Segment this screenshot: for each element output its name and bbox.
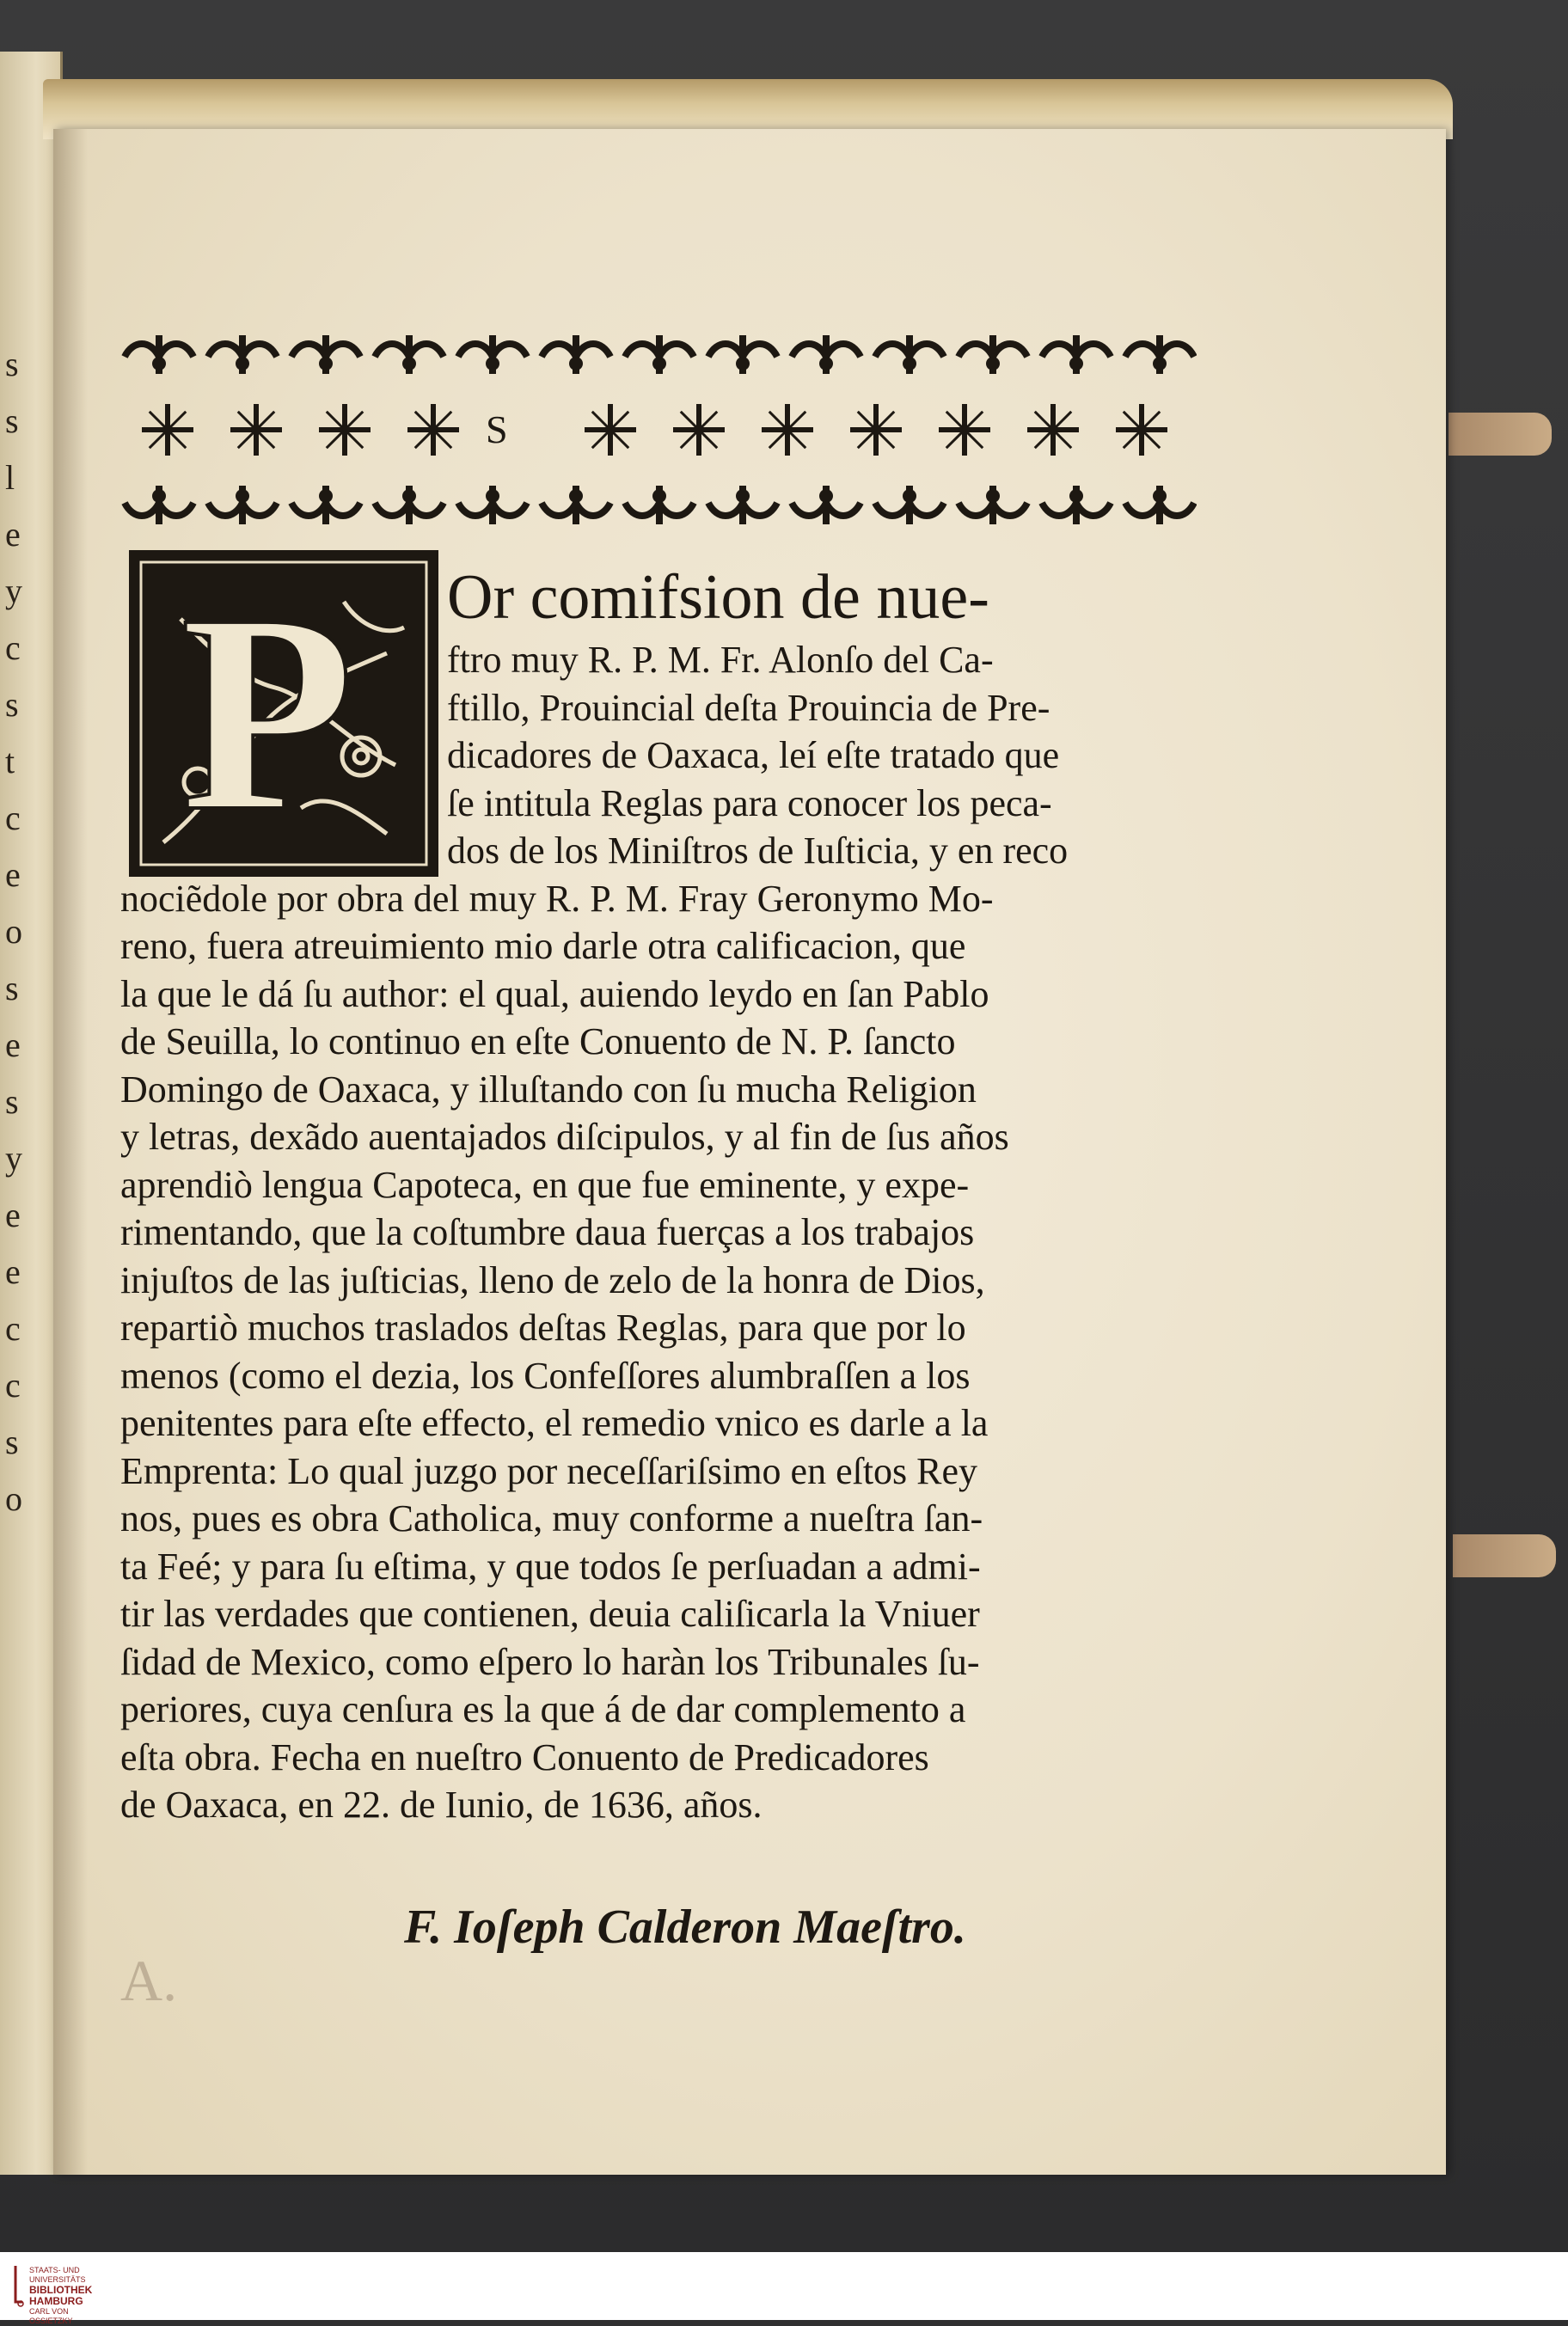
fleuron-icon <box>959 486 1027 524</box>
text-line: Or comifsion de nue- <box>447 562 989 633</box>
text-line: de Oaxaca, en 22. de Iunio, de 1636, años. <box>120 1784 763 1826</box>
fleuron-icon <box>208 335 277 374</box>
star-icon <box>585 404 636 456</box>
text-line: dicadores de Oaxaca, leí eſte tratado que <box>447 734 1060 776</box>
left-page-fragment: l <box>5 458 15 497</box>
approval-text <box>120 559 1212 1829</box>
text-line: aprendiò lengua Capoteca, en que fue eminente, y expe- <box>120 1163 970 1206</box>
star-icon <box>230 404 282 456</box>
left-page-fragment: s <box>5 1082 19 1121</box>
fleuron-icon <box>625 486 694 524</box>
text-line: dos de los Miniſtros de Iuſticia, y en reco <box>447 829 1069 872</box>
library-logo-icon <box>12 2262 93 2325</box>
left-page-fragment: s <box>5 969 19 1007</box>
star-icon <box>1116 404 1167 456</box>
fleuron-icon <box>125 486 193 524</box>
left-page-fragment: e <box>5 1025 21 1064</box>
star-icon <box>762 404 813 456</box>
fleuron-icon <box>375 486 444 524</box>
fleuron-icon <box>208 486 277 524</box>
text-line: repartiò muchos traslados deſtas Reglas, para que por lo <box>120 1307 966 1349</box>
left-page-fragment: s <box>5 1423 19 1461</box>
bookmark-tab-lower <box>1453 1534 1556 1577</box>
text-line: nos, pues es obra Catholica, muy conforme a nueſtra ſan- <box>120 1497 983 1539</box>
text-line: tir las verdades que contienen, deuia caliſicarla la Vniuer <box>120 1593 980 1635</box>
text-line: ta Feé; y para ſu eſtima, y que todos ſe perſuadan a admi- <box>120 1545 981 1588</box>
text-line: reno, fuera atreuimiento mio darle otra calificacion, que <box>120 925 966 967</box>
fleuron-icon <box>542 335 610 374</box>
logo-text <box>29 2266 92 2326</box>
text-line: nociẽdole por obra del muy R. P. M. Fray Geronymo Mo- <box>120 877 994 920</box>
text-line: eſta obra. Fecha en nueſtro Conuento de Predicadores <box>120 1735 929 1778</box>
star-icon <box>1027 404 1079 456</box>
star-icon <box>939 404 990 456</box>
fleuron-icon <box>458 335 527 374</box>
fleuron-icon <box>625 335 694 374</box>
fleuron-icon <box>542 486 610 524</box>
text-line: ſe intitula Reglas para conocer los peca- <box>447 781 1052 824</box>
left-page-fragment: e <box>5 1252 21 1291</box>
fleuron-icon <box>708 335 777 374</box>
signature-line: F. Ioſeph Calderon Maeſtro. <box>404 1901 966 1954</box>
text-line: de Seuilla, lo continuo en eſte Conuento de N. P. ſancto <box>120 1020 956 1062</box>
fleuron-icon <box>1042 335 1111 374</box>
left-page-fragment: e <box>5 515 21 554</box>
fleuron-icon <box>792 335 861 374</box>
left-page-fragments <box>5 344 40 1535</box>
left-page-fragment: s <box>5 685 19 724</box>
star-icon <box>142 404 193 456</box>
text-line: y letras, dexãdo auentajados diſcipulos, y al fin de ſus años <box>120 1116 1009 1158</box>
fleuron-icon <box>291 486 360 524</box>
ornament-band <box>120 322 1197 537</box>
fleuron-icon <box>1125 486 1194 524</box>
fleuron-icon <box>125 335 193 374</box>
left-page-fragment: e <box>5 1196 21 1234</box>
text-line: Emprenta: Lo qual juzgo por neceſſariſsimo en eſtos Rey <box>120 1449 978 1492</box>
text-line: injuſtos de las juſticias, lleno de zelo de la honra de Dios, <box>120 1258 985 1301</box>
footer-bar <box>0 2252 1568 2320</box>
left-page-fragment: c <box>5 628 21 667</box>
star-icon <box>673 404 725 456</box>
text-line: penitentes para eſte effecto, el remedio vnico es darle a la <box>120 1402 989 1444</box>
logo-line: HAMBURG <box>29 2295 83 2307</box>
logo-line: BIBLIOTHEK <box>29 2284 93 2296</box>
logo-line: STAATS- UND UNIVERSITÄTS <box>29 2266 86 2284</box>
fleuron-icon <box>375 335 444 374</box>
star-icon <box>319 404 371 456</box>
bleed-through-mark: A. <box>120 1948 178 2013</box>
left-page-fragment: y <box>5 1139 22 1178</box>
fleuron-icon <box>291 335 360 374</box>
text-line: ftillo, Prouincial deſta Prouincia de Pre- <box>447 686 1050 729</box>
left-page-fragment: c <box>5 799 21 837</box>
left-page-fragment: s <box>5 401 19 440</box>
logo-mark-icon <box>12 2264 26 2307</box>
fleuron-icon <box>875 486 944 524</box>
left-page-fragment: y <box>5 572 22 610</box>
text-line: ftro muy R. P. M. Fr. Alonſo del Ca- <box>447 639 994 681</box>
fleuron-icon <box>1042 486 1111 524</box>
text-line: menos (como el dezia, los Confeſſores alumbraſſen a los <box>120 1354 971 1397</box>
logo-line: CARL VON OSSIETZKY <box>29 2307 73 2325</box>
left-page-fragment: s <box>5 345 19 383</box>
ornament-s-mark: S <box>486 407 508 451</box>
left-page-fragment: c <box>5 1309 21 1348</box>
text-line: la que le dá ſu author: el qual, auiendo leydo en ſan Pablo <box>120 972 989 1015</box>
spine-shadow <box>53 129 88 2175</box>
left-page-fragment: o <box>5 912 22 951</box>
initial-letter: P <box>181 556 354 870</box>
fleuron-icon <box>458 486 527 524</box>
star-icon <box>850 404 902 456</box>
fleuron-icon <box>875 335 944 374</box>
fleuron-icon <box>708 486 777 524</box>
fleuron-icon <box>959 335 1027 374</box>
fleuron-icon <box>1125 335 1194 374</box>
left-page-fragment: e <box>5 855 21 894</box>
text-line: periores, cuya cenſura es la que á de dar complemento a <box>120 1688 966 1730</box>
text-line: rimentando, que la coſtumbre daua fuerças a los trabajos <box>120 1211 975 1253</box>
fleuron-icon <box>792 486 861 524</box>
text-line: ſidad de Mexico, como eſpero lo haràn los Tribunales ſu- <box>120 1640 980 1683</box>
left-page-fragment: c <box>5 1366 21 1405</box>
star-icon <box>407 404 459 456</box>
bookmark-tab-upper <box>1449 413 1552 456</box>
text-line: Domingo de Oaxaca, y illuſtando con ſu mucha Religion <box>120 1068 977 1111</box>
left-page-fragment: o <box>5 1479 22 1518</box>
left-page-fragment: t <box>5 742 15 780</box>
